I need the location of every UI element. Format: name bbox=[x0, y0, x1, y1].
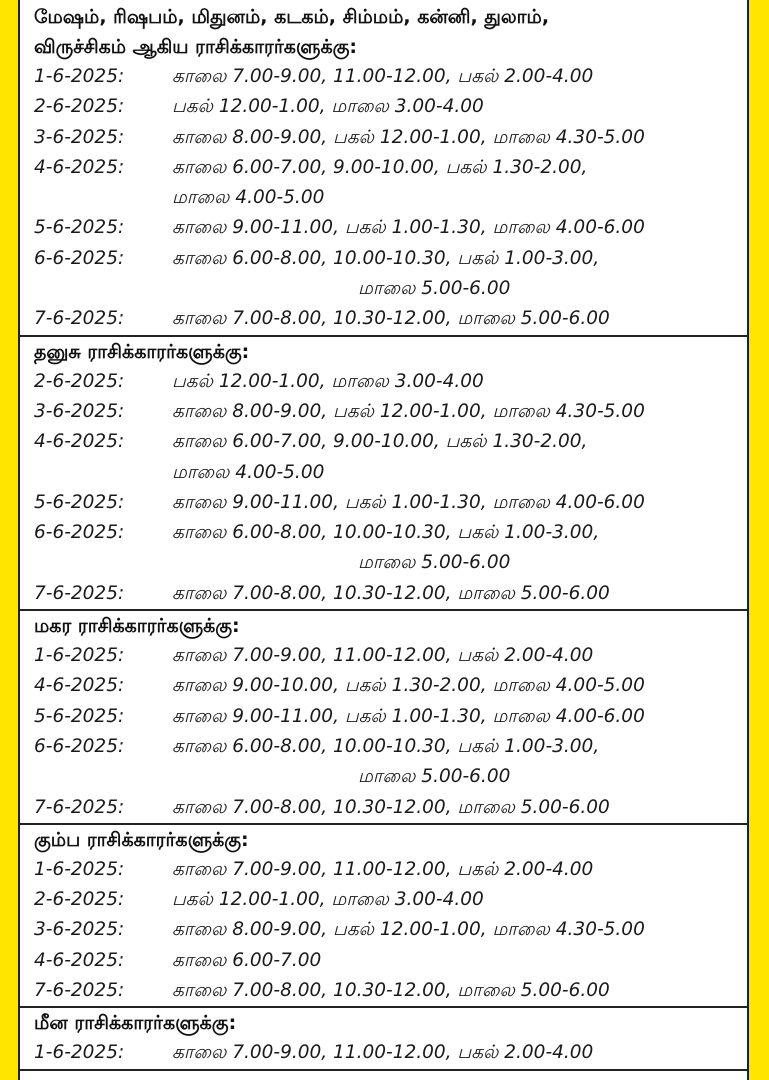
schedule-row bbox=[20, 1038, 747, 1068]
time-slots: காலை 6.00-7.00, 9.00-10.00, பகல் 1.30-2.00, bbox=[172, 431, 588, 453]
time-slots-continued: மாலை 5.00-6.00 bbox=[358, 278, 511, 300]
date-label: 5-6-2025: bbox=[34, 491, 125, 513]
time-slots: காலை 8.00-9.00, பகல் 12.00-1.00, மாலை 4.30-5.00 bbox=[172, 126, 645, 148]
schedule-row bbox=[20, 123, 747, 153]
rasi-section bbox=[20, 825, 747, 1008]
schedule-row bbox=[20, 641, 747, 671]
schedule-row bbox=[20, 976, 747, 1006]
schedule-panel bbox=[18, 0, 749, 1080]
section-heading: விருச்சிகம் ஆகிய ராசிக்காரர்களுக்கு: bbox=[34, 36, 357, 58]
schedule-row bbox=[20, 92, 747, 122]
section-heading: மகர ராசிக்காரர்களுக்கு: bbox=[34, 615, 240, 638]
time-slots: காலை 9.00-11.00, பகல் 1.00-1.30, மாலை 4.00-6.00 bbox=[172, 491, 645, 513]
schedule-row bbox=[20, 946, 747, 976]
date-label: 1-6-2025: bbox=[34, 858, 125, 880]
schedule-row bbox=[20, 855, 747, 885]
time-slots-continued: மாலை 4.00-5.00 bbox=[172, 187, 325, 209]
date-label: 6-6-2025: bbox=[34, 247, 125, 269]
rasi-section bbox=[20, 611, 747, 825]
time-slots: காலை 7.00-8.00, 10.30-12.00, மாலை 5.00-6.00 bbox=[172, 980, 610, 1002]
date-label: 7-6-2025: bbox=[34, 582, 125, 604]
schedule-row bbox=[20, 579, 747, 609]
schedule-row bbox=[20, 153, 747, 214]
time-slots: காலை 8.00-9.00, பகல் 12.00-1.00, மாலை 4.30-5.00 bbox=[172, 400, 645, 422]
schedule-row bbox=[20, 213, 747, 243]
date-label: 6-6-2025: bbox=[34, 735, 125, 757]
date-label: 7-6-2025: bbox=[34, 308, 125, 330]
schedule-row bbox=[20, 488, 747, 518]
date-label: 2-6-2025: bbox=[34, 889, 125, 911]
time-slots: பகல் 12.00-1.00, மாலை 3.00-4.00 bbox=[172, 889, 484, 911]
rasi-section bbox=[20, 337, 747, 611]
time-slots: காலை 6.00-8.00, 10.00-10.30, பகல் 1.00-3.00, bbox=[172, 522, 600, 544]
time-slots: பகல் 12.00-1.00, மாலை 3.00-4.00 bbox=[172, 96, 484, 118]
section-heading: கும்ப ராசிக்காரர்களுக்கு: bbox=[34, 828, 249, 851]
date-label: 6-6-2025: bbox=[34, 522, 125, 544]
schedule-row bbox=[20, 397, 747, 427]
date-label: 1-6-2025: bbox=[34, 66, 125, 87]
schedule-row bbox=[20, 885, 747, 915]
time-slots: காலை 9.00-10.00, பகல் 1.30-2.00, மாலை 4.00-5.00 bbox=[172, 675, 645, 697]
time-slots: காலை 7.00-8.00, 10.30-12.00, மாலை 5.00-6.00 bbox=[172, 308, 610, 330]
time-slots-continued: மாலை 5.00-6.00 bbox=[358, 766, 511, 788]
date-label: 4-6-2025: bbox=[34, 156, 125, 178]
time-slots: காலை 6.00-8.00, 10.00-10.30, பகல் 1.00-3.00, bbox=[172, 247, 600, 269]
date-label: 2-6-2025: bbox=[34, 96, 125, 118]
rasi-section bbox=[20, 1008, 747, 1070]
time-slots: காலை 8.00-9.00, பகல் 12.00-1.00, மாலை 4.30-5.00 bbox=[172, 919, 645, 941]
section-heading: தனுசு ராசிக்காரர்களுக்கு: bbox=[34, 340, 250, 363]
time-slots: காலை 9.00-11.00, பகல் 1.00-1.30, மாலை 4.00-6.00 bbox=[172, 217, 645, 239]
schedule-row bbox=[20, 915, 747, 945]
schedule-row bbox=[20, 793, 747, 823]
schedule-row bbox=[20, 304, 747, 334]
date-label: 3-6-2025: bbox=[34, 126, 125, 148]
time-slots: காலை 7.00-8.00, 10.30-12.00, மாலை 5.00-6.00 bbox=[172, 582, 610, 604]
date-label: 4-6-2025: bbox=[34, 431, 125, 453]
time-slots: காலை 7.00-9.00, 11.00-12.00, பகல் 2.00-4.00 bbox=[172, 1042, 594, 1064]
date-label: 7-6-2025: bbox=[34, 980, 125, 1002]
time-slots: காலை 6.00-8.00, 10.00-10.30, பகல் 1.00-3.00, bbox=[172, 735, 600, 757]
time-slots: காலை 9.00-11.00, பகல் 1.00-1.30, மாலை 4.00-6.00 bbox=[172, 705, 645, 727]
schedule-row bbox=[20, 244, 747, 305]
time-slots: காலை 6.00-7.00, 9.00-10.00, பகல் 1.30-2.00, bbox=[172, 156, 588, 178]
date-label: 5-6-2025: bbox=[34, 217, 125, 239]
date-label: 5-6-2025: bbox=[34, 705, 125, 727]
time-slots: பகல் 12.00-1.00, மாலை 3.00-4.00 bbox=[172, 370, 484, 392]
date-label: 1-6-2025: bbox=[34, 645, 125, 667]
schedule-row bbox=[20, 702, 747, 732]
date-label: 3-6-2025: bbox=[34, 400, 125, 422]
section-heading: மீன ராசிக்காரர்களுக்கு: bbox=[34, 1012, 237, 1035]
schedule-row bbox=[20, 671, 747, 701]
rasi-section bbox=[20, 2, 747, 337]
date-label: 3-6-2025: bbox=[34, 919, 125, 941]
time-slots-continued: மாலை 5.00-6.00 bbox=[358, 552, 511, 574]
schedule-row bbox=[20, 518, 747, 579]
section-heading: மேஷம், ரிஷபம், மிதுனம், கடகம், சிம்மம், கன்னி, துலாம், bbox=[34, 6, 550, 28]
schedule-row bbox=[20, 427, 747, 488]
time-slots-continued: மாலை 4.00-5.00 bbox=[172, 461, 325, 483]
time-slots: காலை 6.00-7.00 bbox=[172, 949, 322, 971]
date-label: 1-6-2025: bbox=[34, 1042, 125, 1064]
schedule-row bbox=[20, 62, 747, 92]
time-slots: காலை 7.00-8.00, 10.30-12.00, மாலை 5.00-6.00 bbox=[172, 796, 610, 818]
date-label: 4-6-2025: bbox=[34, 949, 125, 971]
date-label: 7-6-2025: bbox=[34, 796, 125, 818]
time-slots: காலை 7.00-9.00, 11.00-12.00, பகல் 2.00-4.00 bbox=[172, 645, 594, 667]
date-label: 2-6-2025: bbox=[34, 370, 125, 392]
schedule-row bbox=[20, 732, 747, 793]
time-slots: காலை 7.00-9.00, 11.00-12.00, பகல் 2.00-4.00 bbox=[172, 66, 594, 87]
schedule-row bbox=[20, 367, 747, 397]
time-slots: காலை 7.00-9.00, 11.00-12.00, பகல் 2.00-4.00 bbox=[172, 858, 594, 880]
date-label: 4-6-2025: bbox=[34, 675, 125, 697]
